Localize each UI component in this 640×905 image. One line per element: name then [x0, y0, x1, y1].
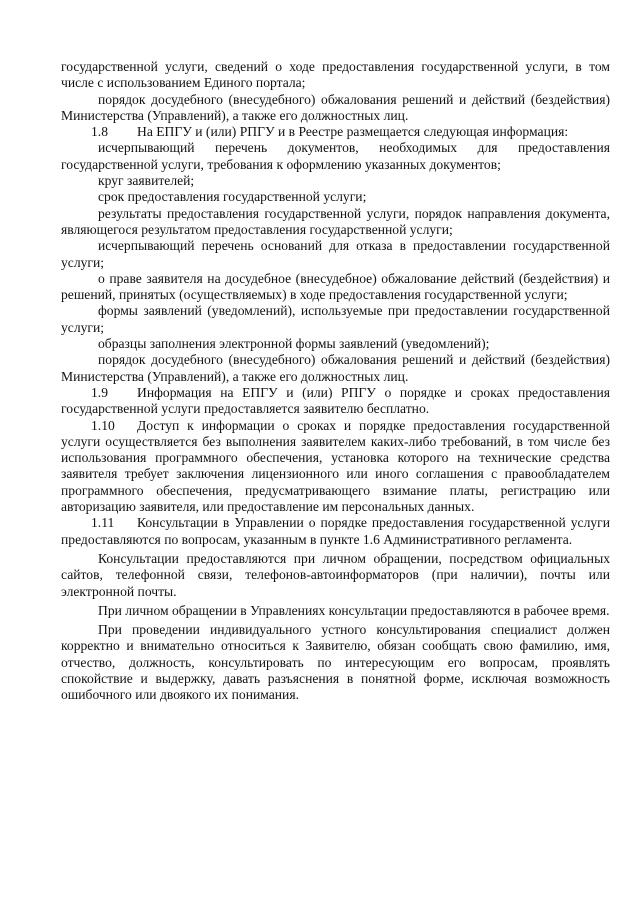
document-page — [61, 59, 610, 704]
paragraph-text: круг заявителей; — [98, 173, 195, 189]
paragraph-text: Консультации предоставляются при личном обращении, посредством официальных сайтов, телефонной связи, телефонов-автоинформаторов (при наличии), почты или электронной почты. — [61, 550, 610, 599]
paragraph-text: На ЕПГУ и (или) РПГУ и в Реестре размещается следующая информация: — [137, 124, 569, 140]
paragraph-1-11 — [61, 515, 610, 548]
paragraph-text: исчерпывающий перечень оснований для отказа в предоставлении государственной услуги; — [61, 238, 610, 270]
paragraph-text: государственной услуги, сведений о ходе предоставления государственной услуги, в том числе с использованием Единого портала; — [61, 59, 610, 91]
list-item — [61, 173, 610, 189]
list-item — [61, 303, 610, 336]
list-item — [61, 140, 610, 173]
paragraph-text: При проведении индивидуального устного консультирования специалист должен корректно и внимательно относиться к Заявителю, обязан сообщать свою фамилию, имя, отчество, должность, консультировать по интересующим его вопросам, проявлять спокойствие и выдержку, давать разъяснения в понятной форме, исключая возможность ошибочного или двоякого их понимания. — [61, 622, 610, 703]
list-item — [61, 238, 610, 271]
paragraph-text: исчерпывающий перечень документов, необходимых для предоставления государственной услуги, требования к оформлению указанных документов; — [61, 140, 610, 172]
paragraph-continuation — [61, 59, 610, 92]
list-item — [61, 206, 610, 239]
paragraph-1-9 — [61, 385, 610, 418]
paragraph-text: порядок досудебного (внесудебного) обжалования решений и действий (бездействия) Министерства (Управлений), а также его должностных лиц. — [61, 352, 610, 384]
paragraph-text: Доступ к информации о сроках и порядке предоставления государственной услуги осуществляется без выполнения заявителем каких-либо требований, в том числе без использования программного обеспечения, установка которого на технические средства заявителя требует заключения лицензионного или иного соглашения с правообладателем программного обеспечения, предусматривающего взимание платы, регистрацию или авторизацию заявителя, или предоставление им персональных данных. — [61, 417, 610, 515]
list-item — [61, 352, 610, 385]
paragraph-1-10 — [61, 418, 610, 516]
list-item — [61, 189, 610, 205]
paragraph-text: формы заявлений (уведомлений), используемые при предоставлении государственной услуги; — [61, 303, 610, 335]
paragraph-consultation-hours — [61, 603, 610, 619]
list-item — [61, 336, 610, 352]
paragraph-number: 1.10 — [91, 417, 115, 433]
paragraph-number: 1.11 — [91, 515, 115, 531]
paragraph-text: порядок досудебного (внесудебного) обжалования решений и действий (бездействия) Министерства (Управлений), а также его должностных лиц. — [61, 91, 610, 123]
paragraph-text: При личном обращении в Управлениях консультации предоставляются в рабочее время. — [98, 602, 610, 618]
paragraph-text: образцы заполнения электронной формы заявлений (уведомлений); — [98, 336, 490, 352]
paragraph-consultation-channels — [61, 551, 610, 600]
paragraph-1-8 — [61, 124, 610, 140]
paragraph-number: 1.9 — [91, 384, 108, 400]
paragraph-oral-consulting — [61, 622, 610, 703]
paragraph-number: 1.8 — [91, 124, 108, 140]
paragraph-text: Консультации в Управлении о порядке предоставления государственной услуги предоставляются по вопросам, указанным в пункте 1.6 Административного регламента. — [61, 515, 610, 547]
paragraph-appeal-procedure — [61, 92, 610, 125]
paragraph-text: о праве заявителя на досудебное (внесудебное) обжалование действий (бездействия) и решений, принятых (осуществляемых) в ходе предоставления государственной услуги; — [61, 270, 610, 303]
paragraph-text: Информация на ЕПГУ и (или) РПГУ о порядке и сроках предоставления государственной услуги предоставляется заявителю бесплатно. — [61, 384, 610, 417]
paragraph-text: результаты предоставления государственной услуги, порядок направления документа, являющегося результатом предоставления государственной услуги; — [61, 205, 610, 237]
paragraph-text: срок предоставления государственной услуги; — [98, 189, 367, 205]
list-item — [61, 271, 610, 304]
